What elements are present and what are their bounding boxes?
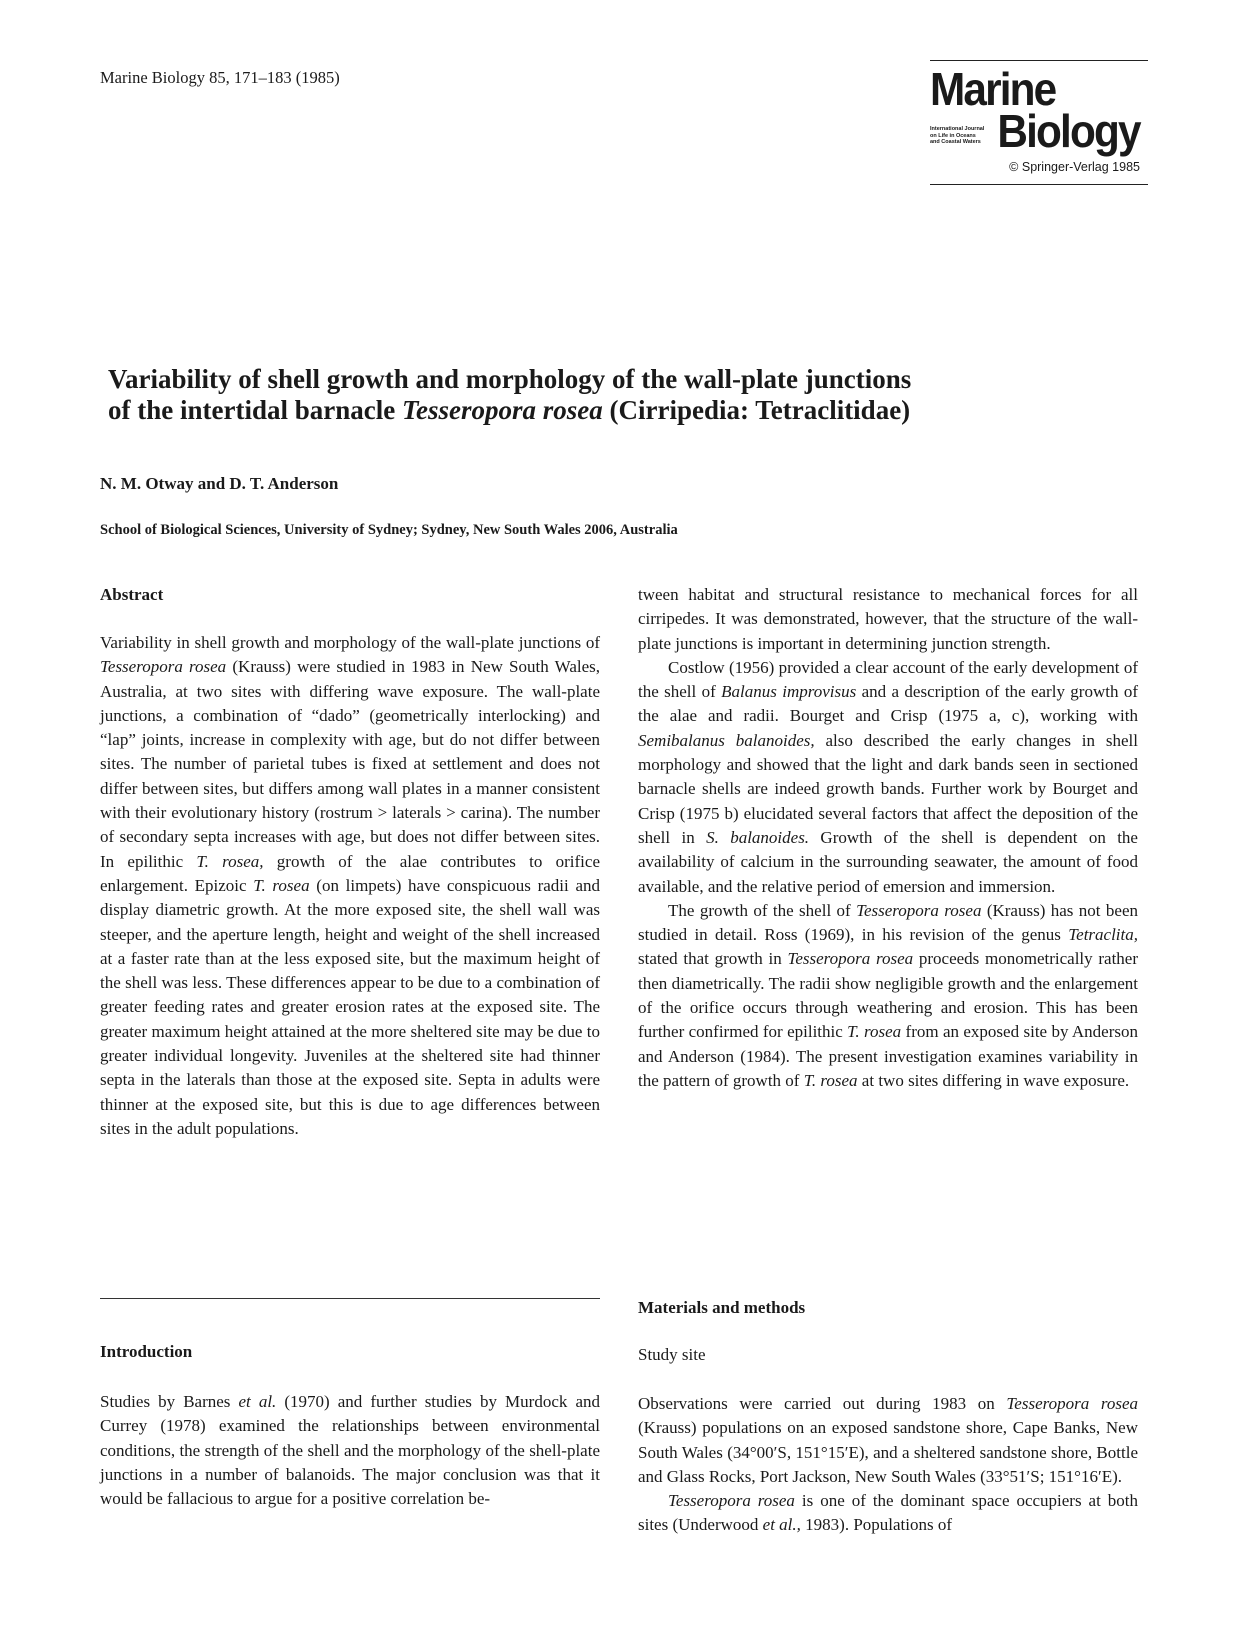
text: Variability in shell growth and morphology of the wall-plate junctions of xyxy=(100,633,600,652)
italic: et al., xyxy=(762,1515,801,1535)
species: T. rosea xyxy=(253,875,310,895)
journal-citation: Marine Biology 85, 171–183 (1985) xyxy=(100,68,340,87)
logo-tagline: International Journal on Life in Oceans and Coastal Waters xyxy=(930,126,985,145)
authors: N. M. Otway and D. T. Anderson xyxy=(100,474,339,493)
species: Tesseropora rosea xyxy=(100,657,227,677)
species: T. rosea, xyxy=(196,851,264,871)
abstract-heading: Abstract xyxy=(100,585,164,604)
right-column xyxy=(638,583,1138,1093)
paragraph: tween habitat and structural resistance to mechanical forces for all cirripedes. It was demonstrated, however, that the structure of the wall-plate junctions is important in determining junction strength. xyxy=(638,585,1138,653)
logo-word-marine: Marine xyxy=(930,63,1056,115)
paragraph xyxy=(638,899,1138,1093)
introduction-heading: Introduction xyxy=(100,1342,193,1361)
species: T. rosea xyxy=(847,1022,902,1042)
species: Semibalanus balanoides, xyxy=(638,730,815,750)
text: and a description of the early growth of the alae and radii. Bourget and Crisp (1975 a, c), working with xyxy=(638,682,1138,726)
text: is one of the dominant space occupiers at both sites (Underwood xyxy=(638,1491,1138,1535)
introduction-paragraph xyxy=(100,1390,600,1511)
text: proceeds monometrically rather then diametrically. The radii show negligible growth and the enlargement of the orifice occurs through weathering and erosion. This has been further confirmed for epilithic xyxy=(638,949,1139,1042)
title-line-2 xyxy=(108,395,1068,426)
logo-bottom-rule xyxy=(930,184,1148,185)
species: Tesseropora rosea xyxy=(787,949,914,969)
introduction xyxy=(100,1390,600,1511)
logo-copyright: © Springer-Verlag 1985 xyxy=(1009,160,1140,174)
italic: et al. xyxy=(238,1392,277,1411)
text: (Krauss) were studied in 1983 in New South Wales, Australia, at two sites with differing wave exposure. The wall-plate junctions, a combination of “dado” (geometrically interlocking) and “lap” joints, increase in complexity with age, but do not differ between sites. The number of parietal tubes is fixed at settlement and does not differ between sites, but differs among wall plates in a manner consistent with their evolutionary history (rostrum > laterals > carina). The number of secondary septa increases with age, but does not differ between sites. In epilithic xyxy=(100,657,600,871)
title-line-1: Variability of shell growth and morphology of the wall-plate junctions xyxy=(108,364,912,394)
introduction-heading-block xyxy=(100,1340,600,1364)
species: Tesseropora rosea xyxy=(856,900,982,920)
title-species: Tesseropora rosea xyxy=(401,395,603,425)
text: at two sites differing in wave exposure. xyxy=(857,1070,1130,1090)
text: from an exposed site by Anderson and Anderson (1984). The present investigation examines variability in the pattern of growth of xyxy=(638,1022,1139,1090)
text: Growth of the shell is dependent on the availability of calcium in the surrounding seawater, the amount of food available, and the relative period of emersion and immersion. xyxy=(638,827,1138,896)
paragraph xyxy=(638,1392,1138,1489)
text: 1983). Populations of xyxy=(800,1515,953,1535)
species: S. balanoides. xyxy=(706,827,810,847)
abstract-paragraph xyxy=(100,631,600,1141)
journal-logo xyxy=(930,60,1150,186)
text: (on limpets) have conspicuous radii and display diametric growth. At the more exposed site, the shell wall was steeper, and the aperture length, height and weight of the shell increased at a faster rate than at the less exposed site, but the maximum height of the shell was less. These differences appear to be due to a combination of greater feeding rates and greater erosion rates at the exposed site. The greater maximum height attained at the more sheltered site may be due to greater individual longevity. Juveniles at the sheltered site had thinner septa in the laterals than those at the exposed site. Septa in adults were thinner at the exposed site, but this is due to age differences between sites in the adult populations. xyxy=(100,875,600,1138)
text: The growth of the shell of xyxy=(668,900,857,920)
paragraph xyxy=(638,1489,1138,1538)
species: T. rosea xyxy=(803,1070,858,1090)
text: (Krauss) populations on an exposed sandstone shore, Cape Banks, New South Wales (34°00′S, 151°15′E), and a sheltered sandstone shore, Bottle and Glass Rocks, Port Jackson, New South Wales (33°51′S; 151°16′E). xyxy=(638,1418,1138,1486)
logo-top-rule xyxy=(930,60,1148,61)
affiliation: School of Biological Sciences, University of Sydney; Sydney, New South Wales 2006, Australia xyxy=(100,522,678,538)
text: growth of the alae contributes to orifice enlargement. Epizoic xyxy=(100,851,600,895)
text: Studies by Barnes xyxy=(100,1392,239,1411)
logo-word-biology: Biology xyxy=(997,105,1140,157)
text: (1970) and further studies by Murdock and Currey (1978) examined the relationships between environmental conditions, the strength of the shell and the morphology of the shell-plate junctions in a number of balanoids. The major conclusion was that it would be fallacious to argue for a positive correlation be- xyxy=(100,1392,600,1509)
species: Tesseropora rosea xyxy=(668,1491,795,1511)
title-text: of the intertidal barnacle xyxy=(108,395,402,425)
text: (Krauss) has not been studied in detail. Ross (1969), in his revision of the genus xyxy=(638,900,1138,945)
study-site-heading-block xyxy=(638,1343,1138,1367)
article-title xyxy=(108,364,1068,426)
title-text: (Cirripedia: Tetraclitidae) xyxy=(602,395,911,425)
abstract xyxy=(100,631,600,1141)
left-column xyxy=(100,583,600,607)
species: Tesseropora rosea xyxy=(1006,1394,1138,1413)
text: also described the early changes in shell morphology and showed that the light and dark bands seen in sectioned barnacle shells are indeed growth bands. Further work by Bourget and Crisp (1975 b) elucidated several factors that affect the deposition of the shell in xyxy=(638,730,1138,847)
methods-heading: Materials and methods xyxy=(638,1298,806,1317)
text: Costlow (1956) provided a clear account of the early development of the shell of xyxy=(638,657,1138,702)
methods-text xyxy=(638,1392,1138,1538)
abstract-divider xyxy=(100,1298,600,1299)
study-site-heading: Study site xyxy=(638,1345,706,1364)
text: Observations were carried out during 1983 on xyxy=(638,1394,1007,1413)
species: Tetraclita, xyxy=(1068,925,1138,945)
paragraph xyxy=(638,656,1138,899)
methods-heading-block xyxy=(638,1296,1138,1320)
species: Balanus improvisus xyxy=(721,682,857,702)
text: stated that growth in xyxy=(638,949,788,969)
